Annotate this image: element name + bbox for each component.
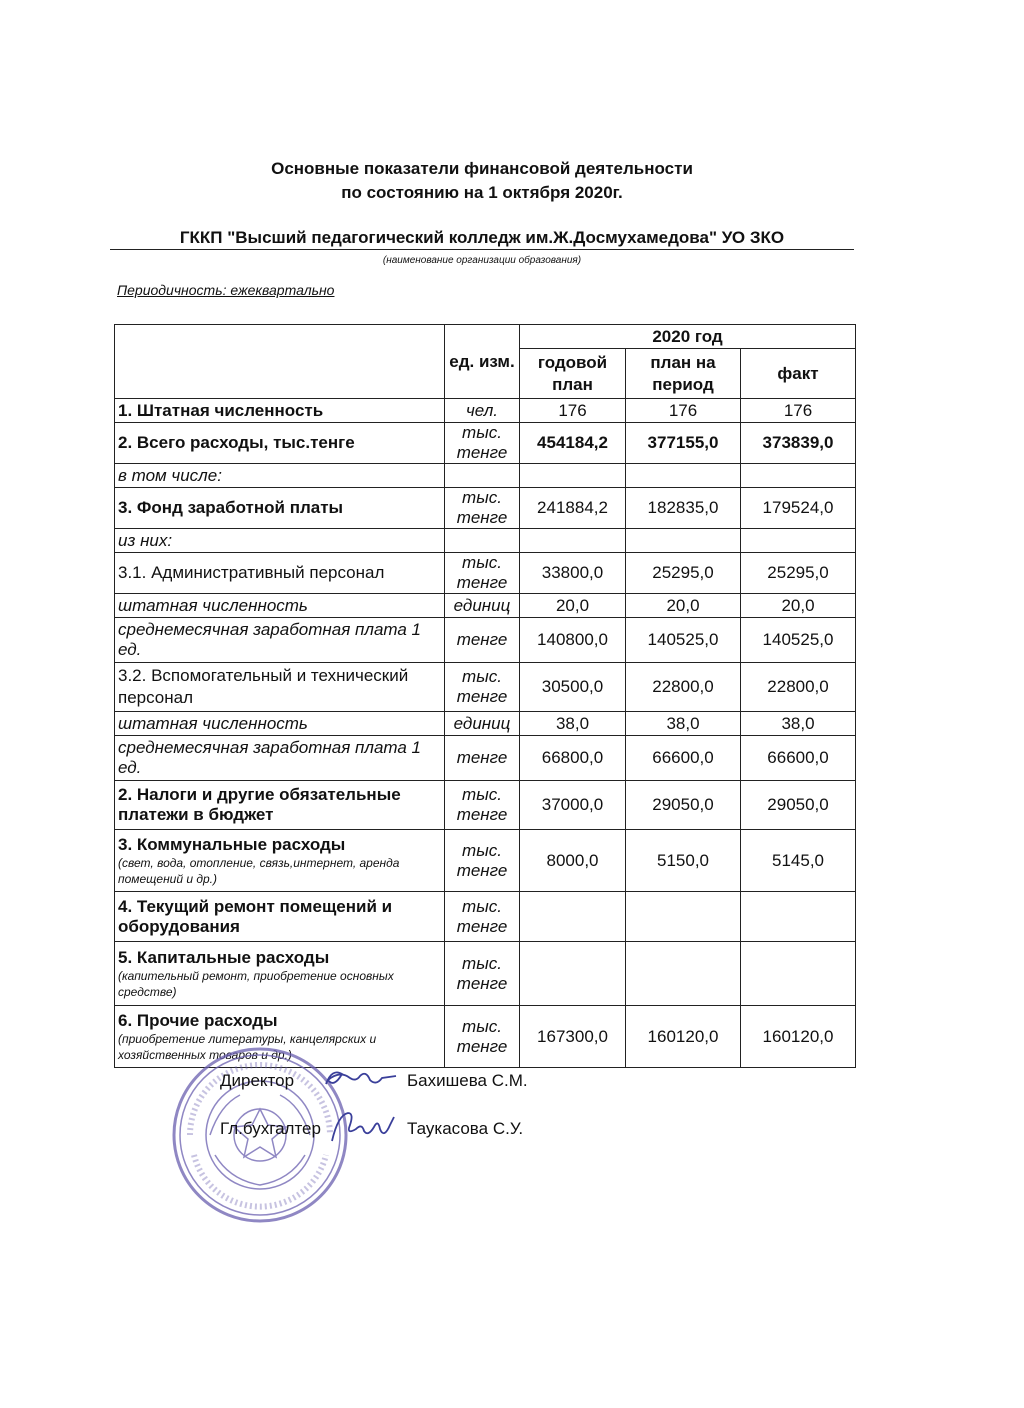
row-unit: тыс. тенге <box>445 553 520 594</box>
row-note: (свет, вода, отопление, связь,интернет, аренда помещений и др.) <box>118 855 400 886</box>
row-period: 182835,0 <box>626 488 741 529</box>
row-label: 1. Штатная численность <box>115 399 445 423</box>
empty-cell <box>626 464 741 488</box>
accountant-role: Гл.бухгалтер <box>220 1119 321 1138</box>
row-fact: 140525,0 <box>741 618 856 663</box>
table-row <box>115 942 856 1006</box>
row-fact: 29050,0 <box>741 781 856 830</box>
empty-cell <box>520 464 626 488</box>
row-fact: 38,0 <box>741 712 856 736</box>
row-annual: 8000,0 <box>520 830 626 892</box>
row-fact: 160120,0 <box>741 1006 856 1068</box>
row-fact: 5145,0 <box>741 830 856 892</box>
row-note: (капительный ремонт, приобретение основных средстве) <box>118 968 394 999</box>
row-label-cell <box>115 942 445 1006</box>
header-annual-plan: годовой план <box>520 349 626 399</box>
financial-table <box>114 324 856 1068</box>
row-annual: 33800,0 <box>520 553 626 594</box>
empty-cell <box>520 529 626 553</box>
row-fact <box>741 892 856 942</box>
row-label: 6. Прочие расходы <box>118 1010 278 1030</box>
row-annual: 454184,2 <box>520 423 626 464</box>
accountant-signature <box>328 1105 398 1149</box>
row-label: 2. Налоги и другие обязательные платежи в бюджет <box>115 781 445 830</box>
table-row <box>115 423 856 464</box>
row-period: 140525,0 <box>626 618 741 663</box>
row-period: 160120,0 <box>626 1006 741 1068</box>
table-row <box>115 553 856 594</box>
header-period-plan: план на период <box>626 349 741 399</box>
row-note: (приобретение литературы, канцелярских и хозяйственных товаров и др.) <box>118 1031 377 1062</box>
row-label: штатная численность <box>115 712 445 736</box>
row-fact: 373839,0 <box>741 423 856 464</box>
director-role: Директор <box>220 1071 295 1090</box>
table-row <box>115 712 856 736</box>
empty-cell <box>741 529 856 553</box>
row-annual <box>520 892 626 942</box>
row-label: 3. Коммунальные расходы <box>118 834 346 854</box>
table-row <box>115 830 856 892</box>
row-period: 25295,0 <box>626 553 741 594</box>
director-name: Бахишева С.М. <box>407 1071 528 1090</box>
row-label: среднемесячная заработная плата 1 ед. <box>115 618 445 663</box>
row-label: из них: <box>115 529 445 553</box>
table-row <box>115 736 856 781</box>
organization-name: ГККП "Высший педагогический колледж им.Ж.Досмухамедова" УО ЗКО <box>110 228 854 250</box>
empty-cell <box>445 464 520 488</box>
row-annual: 66800,0 <box>520 736 626 781</box>
table-row <box>115 781 856 830</box>
header-empty-cell <box>115 325 445 399</box>
row-label: 4. Текущий ремонт помещений и оборудования <box>115 892 445 942</box>
row-label: в том числе: <box>115 464 445 488</box>
row-label: 3. Фонд заработной платы <box>115 488 445 529</box>
row-fact: 25295,0 <box>741 553 856 594</box>
row-unit: тыс. тенге <box>445 663 520 712</box>
row-period: 377155,0 <box>626 423 741 464</box>
row-unit: тыс. тенге <box>445 942 520 1006</box>
accountant-name: Таукасова С.У. <box>407 1119 524 1138</box>
row-period: 5150,0 <box>626 830 741 892</box>
row-annual: 30500,0 <box>520 663 626 712</box>
row-unit: тенге <box>445 618 520 663</box>
header-year: 2020 год <box>520 325 856 349</box>
row-period: 38,0 <box>626 712 741 736</box>
row-unit: тенге <box>445 736 520 781</box>
table-row <box>115 399 856 423</box>
row-annual: 38,0 <box>520 712 626 736</box>
table-row <box>115 892 856 942</box>
header-unit: ед. изм. <box>445 325 520 399</box>
row-label: штатная численность <box>115 594 445 618</box>
row-annual: 140800,0 <box>520 618 626 663</box>
table-row <box>115 529 856 553</box>
row-label: 3.1. Административный персонал <box>115 553 445 594</box>
row-fact: 66600,0 <box>741 736 856 781</box>
row-fact: 176 <box>741 399 856 423</box>
row-unit: тыс. тенге <box>445 830 520 892</box>
row-period <box>626 942 741 1006</box>
row-unit: единиц <box>445 594 520 618</box>
title-line-2: по состоянию на 1 октября 2020г. <box>341 183 623 202</box>
row-annual: 167300,0 <box>520 1006 626 1068</box>
row-fact <box>741 942 856 1006</box>
row-period <box>626 892 741 942</box>
row-annual <box>520 942 626 1006</box>
row-label: 5. Капитальные расходы <box>118 947 330 967</box>
row-label-cell <box>115 830 445 892</box>
row-annual: 37000,0 <box>520 781 626 830</box>
row-period: 22800,0 <box>626 663 741 712</box>
empty-cell <box>626 529 741 553</box>
row-annual: 241884,2 <box>520 488 626 529</box>
table-row <box>115 488 856 529</box>
row-annual: 176 <box>520 399 626 423</box>
empty-cell <box>741 464 856 488</box>
row-label: 2. Всего расходы, тыс.тенге <box>115 423 445 464</box>
header-fact: факт <box>741 349 856 399</box>
row-unit: тыс. тенге <box>445 423 520 464</box>
table-row <box>115 464 856 488</box>
row-unit: единиц <box>445 712 520 736</box>
row-unit: тыс. тенге <box>445 781 520 830</box>
row-unit: чел. <box>445 399 520 423</box>
director-signature <box>320 1060 400 1094</box>
row-fact: 179524,0 <box>741 488 856 529</box>
row-label: среднемесячная заработная плата 1 ед. <box>115 736 445 781</box>
row-period: 29050,0 <box>626 781 741 830</box>
row-annual: 20,0 <box>520 594 626 618</box>
row-label: 3.2. Вспомогательный и технический персонал <box>115 663 445 712</box>
row-unit: тыс. тенге <box>445 488 520 529</box>
periodicity: Периодичность: ежеквартально <box>117 282 335 298</box>
row-period: 176 <box>626 399 741 423</box>
header-row-year <box>115 325 856 349</box>
organization-note: (наименование организации образования) <box>382 255 582 266</box>
table-row <box>115 663 856 712</box>
row-period: 20,0 <box>626 594 741 618</box>
empty-cell <box>445 529 520 553</box>
table-row <box>115 618 856 663</box>
row-unit: тыс. тенге <box>445 892 520 942</box>
row-period: 66600,0 <box>626 736 741 781</box>
table-row <box>115 594 856 618</box>
row-unit: тыс. тенге <box>445 1006 520 1068</box>
row-fact: 22800,0 <box>741 663 856 712</box>
title-line-1: Основные показатели финансовой деятельности <box>271 159 693 178</box>
row-fact: 20,0 <box>741 594 856 618</box>
